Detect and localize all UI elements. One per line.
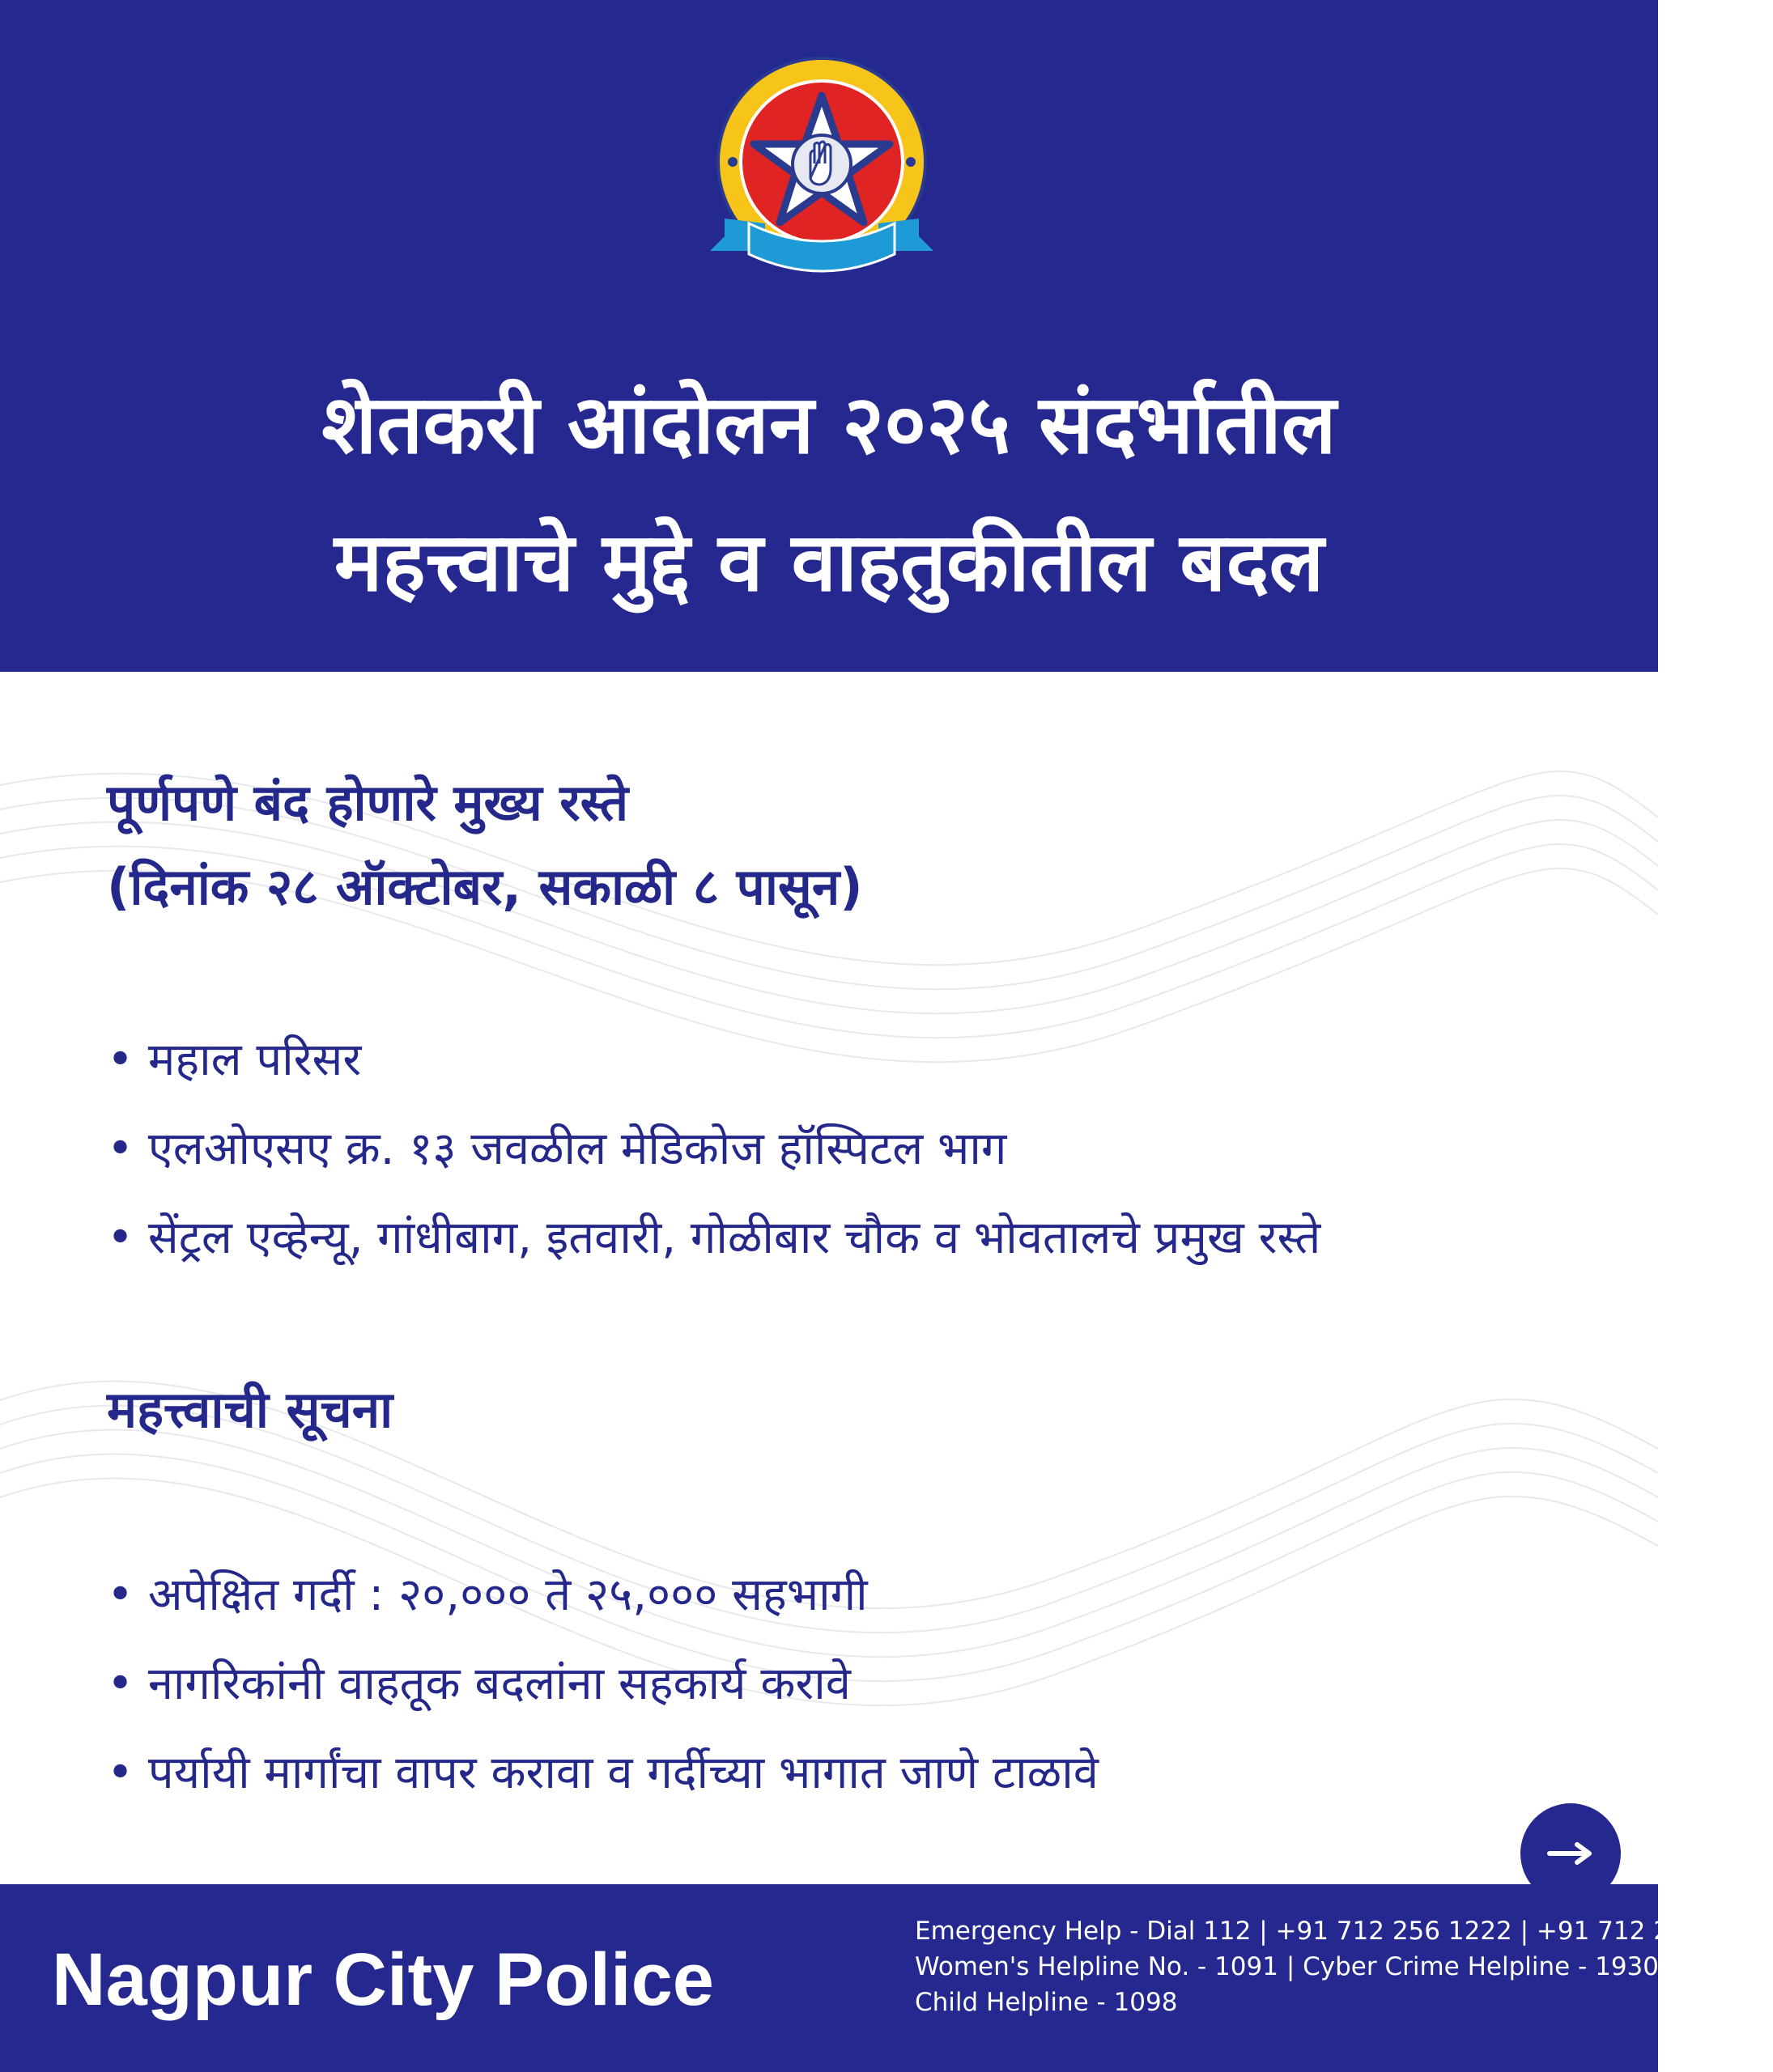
- notice-heading-text: महत्त्वाची सूचना: [107, 1380, 393, 1439]
- poster-title: [0, 356, 1658, 631]
- title-line-1: शेतकरी आंदोलन २०२५ संदर्भातील: [321, 377, 1337, 472]
- closures-heading: [107, 761, 863, 929]
- footer-bar: [0, 1884, 1773, 2072]
- list-item: • नागरिकांनी वाहतूक बदलांना सहकार्य करावे: [107, 1640, 1099, 1729]
- list-item: • एलओएसए क्र. १३ जवळील मेडिकोज हॉस्पिटल भाग: [107, 1105, 1320, 1194]
- list-item: • सेंट्रल एव्हेन्यू, गांधीबाग, इतवारी, गोळीबार चौक व भोवतालचे प्रमुख रस्ते: [107, 1194, 1320, 1283]
- helpline-info: [915, 1913, 1773, 2020]
- content-area: [0, 672, 1658, 1884]
- list-item: • महाल परिसर: [107, 1016, 1320, 1105]
- helpline-line-3: Child Helpline - 1098: [915, 1988, 1178, 2017]
- closures-heading-line-1: पूर्णपणे बंद होणारे मुख्य रस्ते: [107, 773, 629, 832]
- closures-list: [107, 1016, 1320, 1283]
- list-item: • अपेक्षित गर्दी : २०,००० ते २५,००० सहभागी: [107, 1551, 1099, 1640]
- helpline-line-1: Emergency Help - Dial 112 | +91 712 256 1222 | +91 712 256 5316: [915, 1917, 1773, 1946]
- closures-heading-line-2: (दिनांक २८ ऑक्टोबर, सकाळी ८ पासून): [107, 857, 863, 916]
- list-item: • पर्यायी मार्गांचा वापर करावा व गर्दीच्या भागात जाणे टाळावे: [107, 1729, 1099, 1818]
- footer-brand-name: Nagpur City Police: [52, 1938, 714, 2021]
- notice-heading: [107, 1368, 393, 1452]
- helpline-line-2: Women's Helpline No. - 1091 | Cyber Crime Helpline - 1930: [915, 1952, 1659, 1981]
- police-emblem-logo: [692, 57, 951, 308]
- title-line-2: महत्त्वाचे मुद्दे व वाहतुकीतील बदल: [334, 515, 1324, 609]
- header-banner: [0, 0, 1658, 672]
- arrow-right-icon: [1546, 1841, 1595, 1866]
- notice-list: [107, 1551, 1099, 1818]
